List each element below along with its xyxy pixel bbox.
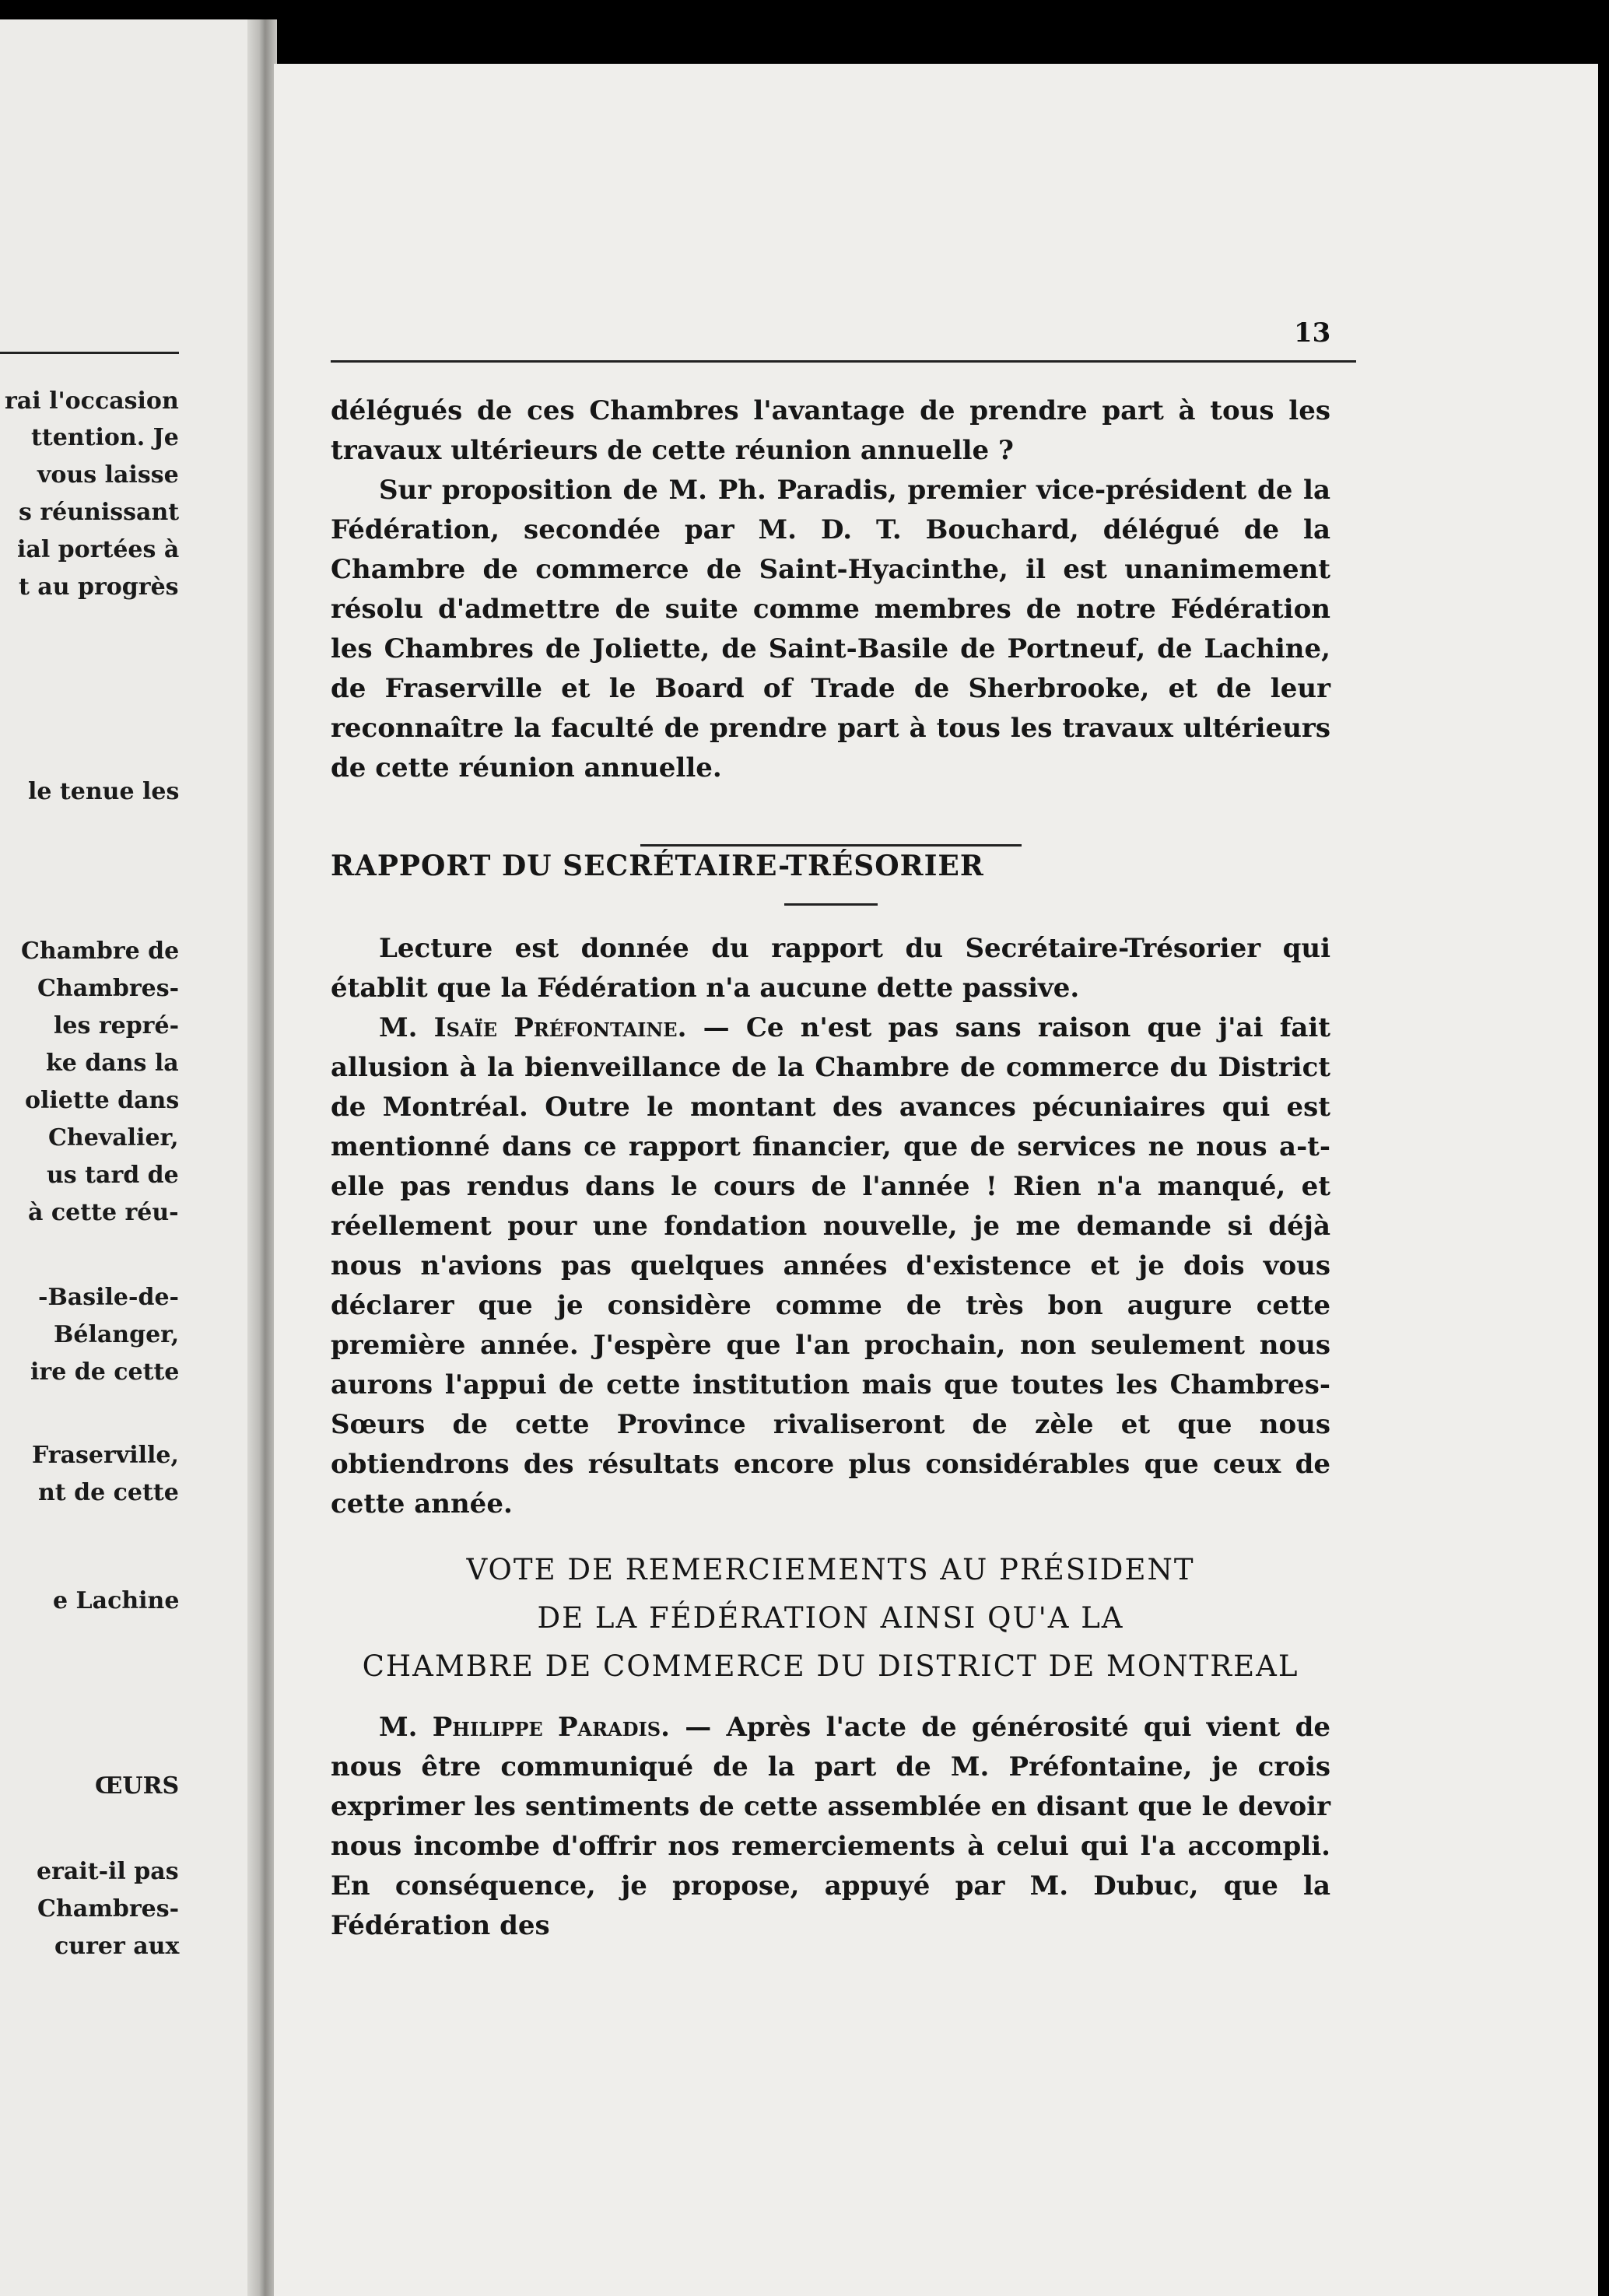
vote-heading-line-3: CHAMBRE DE COMMERCE DU DISTRICT DE MONTREAL [362,1649,1299,1683]
paragraph: délégués de ces Chambres l'avantage de prendre part à tous les travaux ultérieurs de cette réunion annuelle ? [331,395,1330,466]
paragraph [331,1708,1330,1946]
speaker-name: M. Philippe Paradis. [379,1712,670,1743]
paragraph [331,1008,1330,1524]
paragraph: Lecture est donnée du rapport du Secrétaire-Trésorier qui établit que la Fédération n'a aucune dette passive. [331,933,1330,1004]
left-page-rule [0,352,179,354]
page-number: 13 [1294,317,1331,349]
left-page-line: vous laisse [37,461,179,489]
left-page-line: Chambres- [37,975,180,1002]
left-page-line: ŒURS [95,1772,180,1800]
left-page-line: us tard de [47,1162,179,1189]
left-page-line: ire de cette [30,1358,180,1386]
left-page-line: e Lachine [53,1587,180,1614]
left-page-line: s réunissant [19,499,180,526]
speech-text: — Ce n'est pas sans raison que j'ai fait allusion à la bienveillance de la Chambre de commerce du District de Montréal. Outre le montant des avances pécuniaires qui est mentionné dans ce rapport financier, que de services ne nous a-t-elle pas rendus dans le cours de l'année ! Rien n'a manqué, et réellement pour une fondation nouvelle, je me demande si déjà nous n'avions pas quelques années d'existence et je dois vous déclarer que je considère comme de très bon augure cette première année. J'espère que l'an prochain, non seulement nous aurons l'appui de cette institution mais que toutes les Chambres-Sœurs de cette Province rivaliseront de zèle et que nous obtiendrons des résultats encore plus considérables que ceux de cette année. [331,1012,1330,1520]
left-page-line: Chambre de [21,938,180,965]
left-page-line: curer aux [54,1933,180,1960]
page-body [331,391,1330,1946]
left-page-line: Bélanger, [54,1321,180,1348]
book-gutter [247,19,277,2296]
left-page-line: ial portées à [17,536,180,563]
speaker-name: M. Isaïe Préfontaine. [379,1012,687,1043]
heading-underline [784,903,878,906]
left-page-line: rai l'occasion [5,387,179,415]
vote-heading-line-1: VOTE DE REMERCIEMENTS AU PRÉSIDENT [466,1553,1195,1586]
left-page-line: Fraserville, [32,1442,179,1469]
left-page-line: Chevalier, [48,1124,179,1152]
paragraph: Sur proposition de M. Ph. Paradis, premier vice-président de la Fédération, secondée par M. D. T. Bouchard, délégué de la Chambre de commerce de Saint-Hyacinthe, il est unanimement résolu d'admettre de suite comme membres de notre Fédération les Chambres de Joliette, de Saint-Basile de Portneuf, de Lachine, de Fraserville et le Board of Trade de Sherbrooke, et de leur reconnaître la faculté de prendre part à tous les travaux ultérieurs de cette réunion annuelle. [331,475,1330,783]
speech-text: — Après l'acte de générosité qui vient de nous être communiqué de la part de M. Préfontaine, je crois exprimer les sentiments de cette assemblée en disant que le devoir nous incombe d'offrir nos remerciements à celui qui l'a accompli. En conséquence, je propose, appuyé par M. Dubuc, que la Fédération des [331,1712,1330,1941]
vote-heading-line-2: DE LA FÉDÉRATION AINSI QU'A LA [537,1601,1124,1635]
left-page-line: -Basile-de- [38,1284,179,1311]
section-heading: RAPPORT DU SECRÉTAIRE-TRÉSORIER [331,850,984,882]
left-page-line: oliette dans [25,1087,180,1114]
left-page-line: les repré- [54,1012,180,1039]
header-rule [331,360,1356,363]
left-page-line: erait-il pas [37,1858,179,1885]
left-page-line: Chambres- [37,1895,180,1923]
left-page-line: à cette réu- [28,1199,179,1226]
left-page-line: ke dans la [46,1050,179,1077]
left-page-line: nt de cette [38,1479,179,1506]
left-page-line: t au progrès [19,573,179,601]
left-page-line: le tenue les [28,778,180,805]
left-page-line: ttention. Je [31,424,179,451]
